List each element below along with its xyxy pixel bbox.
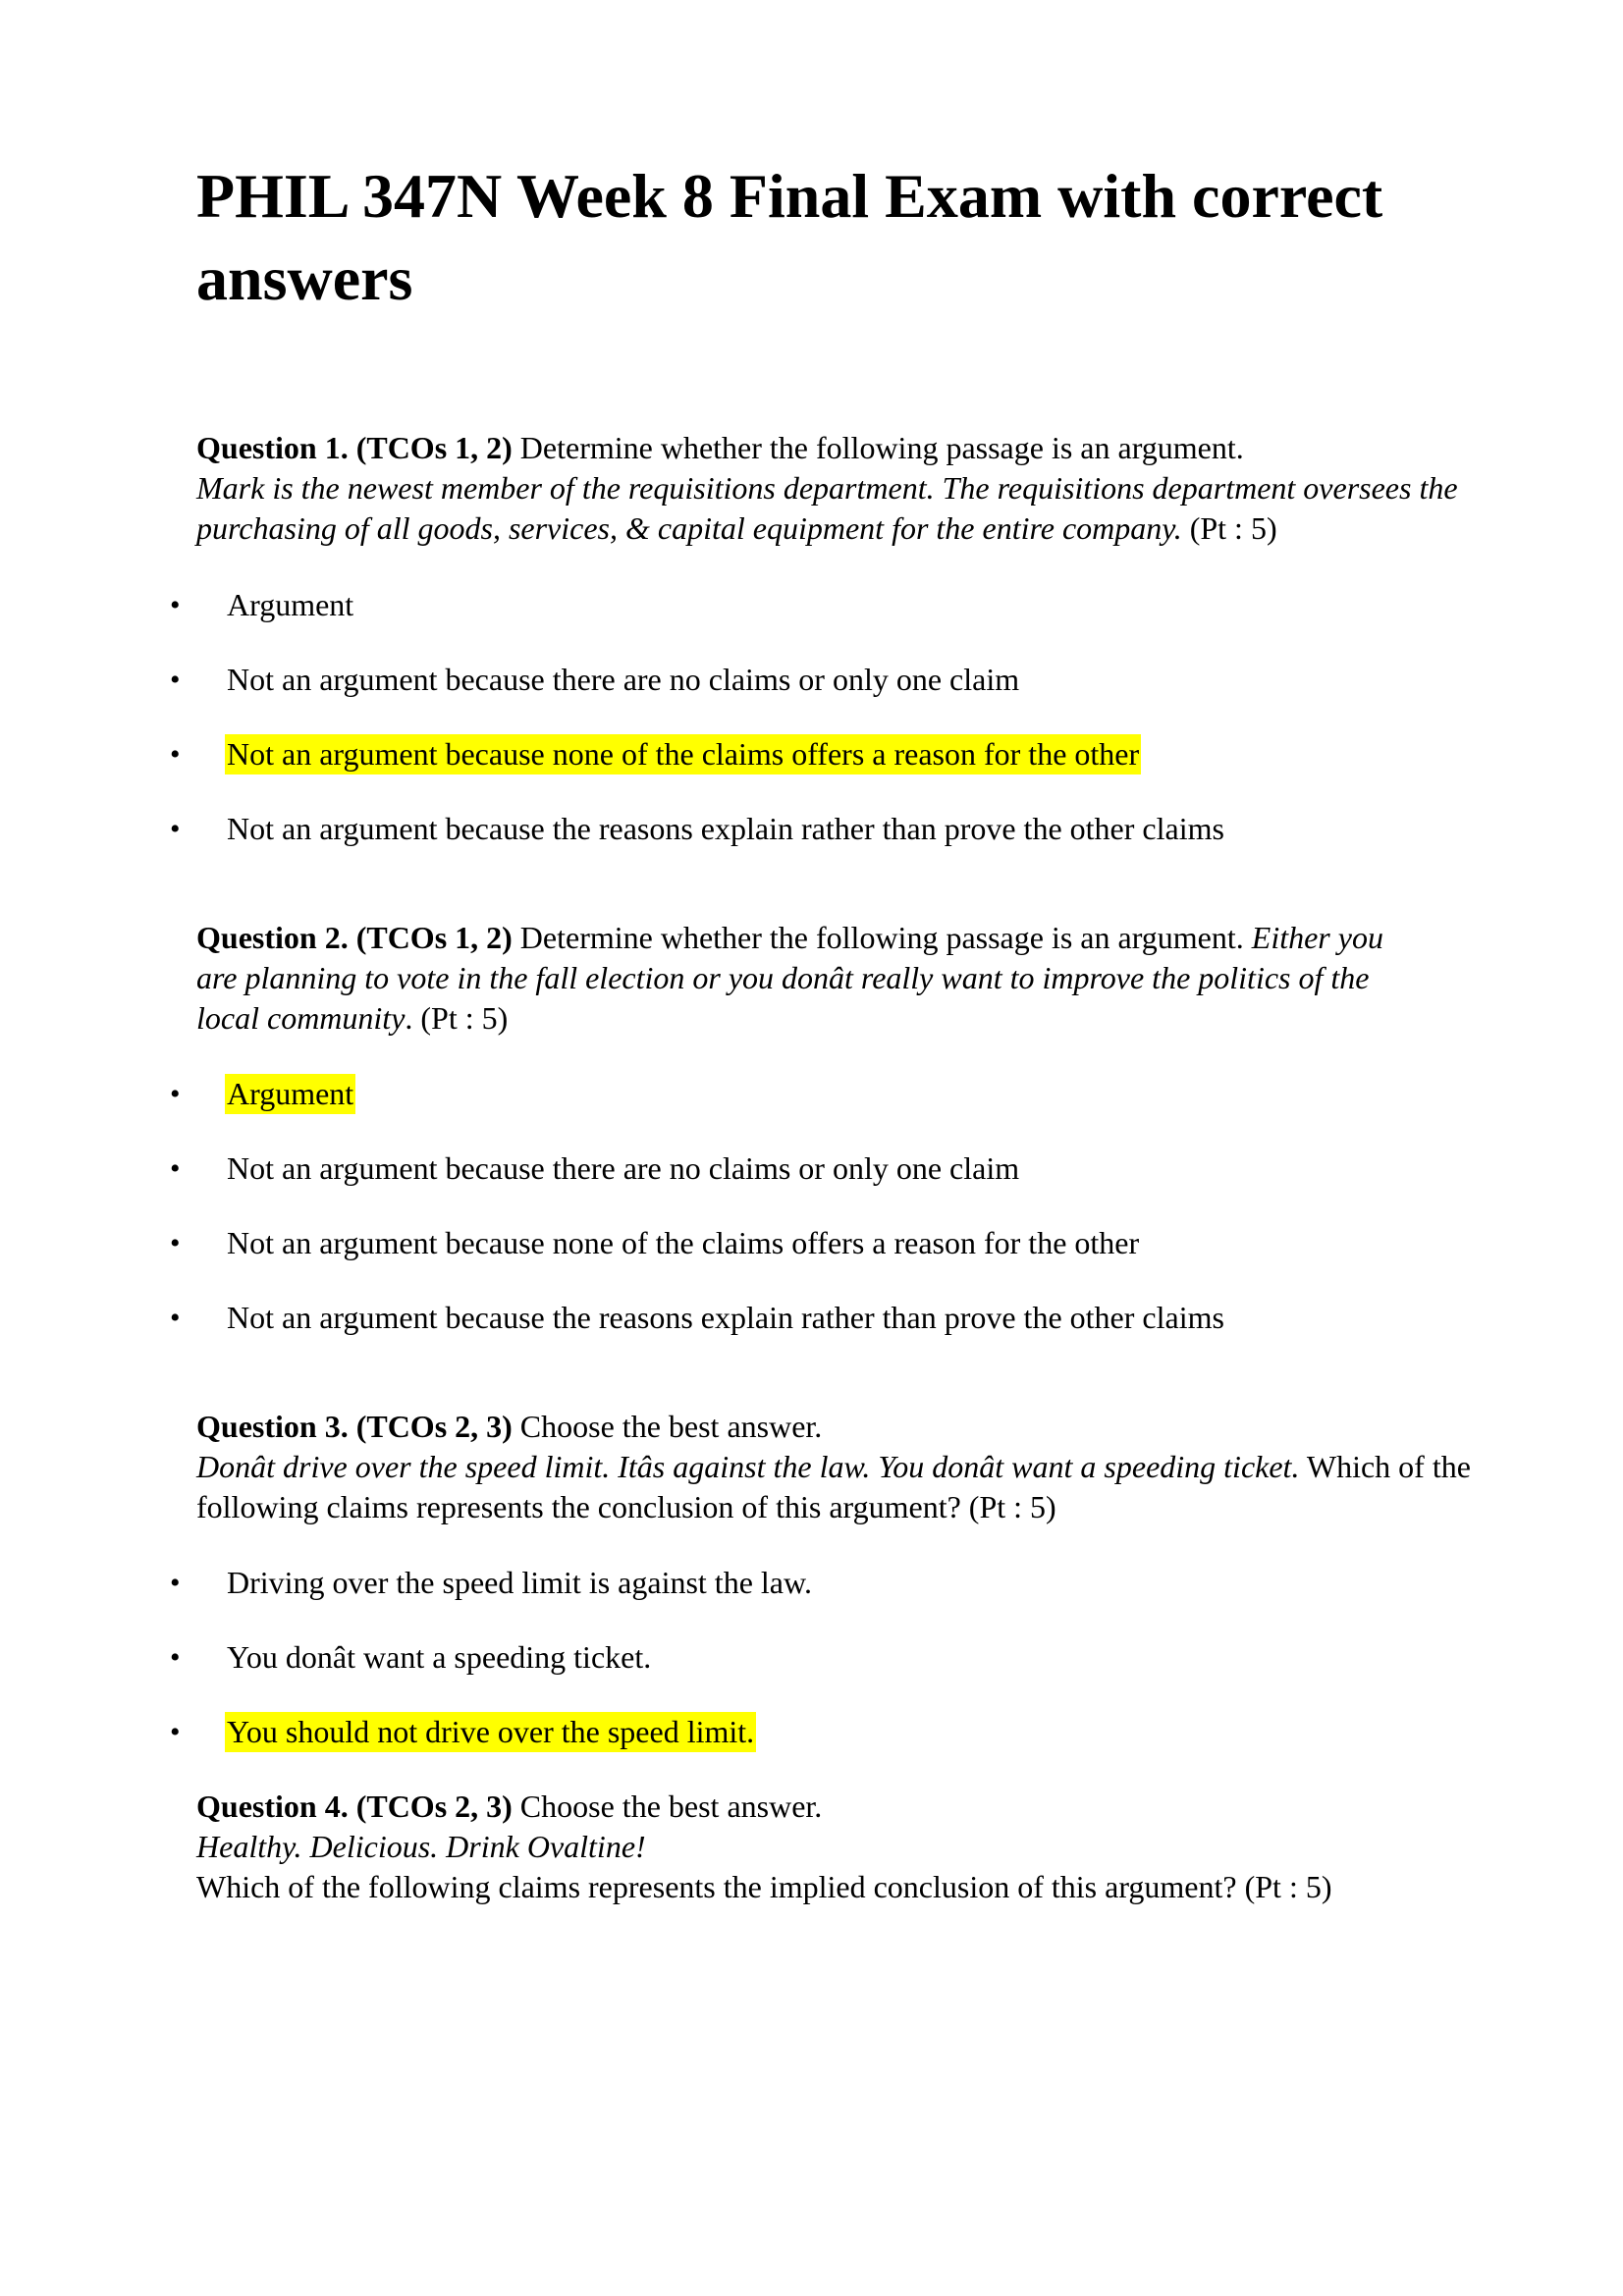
- question-3-intro: Choose the best answer.: [512, 1409, 823, 1444]
- question-2: [194, 918, 1422, 1039]
- answer-option-text: You should not drive over the speed limit.: [225, 1712, 756, 1752]
- bullet: •: [170, 813, 181, 845]
- bullet: •: [170, 1567, 181, 1599]
- question-3-passage: Donât drive over the speed limit. Itâs against the law. You donât want a speeding ticket.: [196, 1449, 1300, 1484]
- bullet: •: [170, 589, 181, 621]
- question-4-label: Question 4. (TCOs 2, 3): [196, 1789, 513, 1824]
- question-1: [194, 428, 1500, 549]
- answer-option-text: Argument: [225, 1074, 355, 1114]
- question-4-intro: Choose the best answer.: [512, 1789, 823, 1824]
- question-4-stem: [194, 1787, 1500, 1907]
- bullet: •: [170, 738, 181, 771]
- question-3-label: Question 3. (TCOs 2, 3): [196, 1409, 513, 1444]
- answer-option-text: Not an argument because none of the claims offers a reason for the other: [225, 734, 1141, 774]
- answer-option-text: Not an argument because there are no claims or only one claim: [227, 662, 1020, 697]
- question-2-intro: Determine whether the following passage is an argument.: [512, 920, 1252, 955]
- bullet: •: [170, 1227, 181, 1259]
- question-1-intro: Determine whether the following passage is an argument.: [512, 430, 1244, 465]
- page-title: PHIL 347N Week 8 Final Exam with correct answers: [196, 161, 1383, 313]
- question-2-passage: Either you are planning to vote in the fall election or you donât really want to improve the politics of the local community: [196, 920, 1383, 1036]
- question-1-stem: [194, 428, 1500, 549]
- question-3: [194, 1407, 1471, 1527]
- answer-option-text: You donât want a speeding ticket.: [227, 1639, 652, 1675]
- question-4-points: Which of the following claims represents the implied conclusion of this argument? (Pt : 5): [196, 1869, 1332, 1904]
- question-4: [194, 1787, 1500, 1907]
- question-2-label: Question 2. (TCOs 1, 2): [196, 920, 513, 955]
- answer-option-text: Not an argument because the reasons explain rather than prove the other claims: [227, 1300, 1224, 1335]
- bullet: •: [170, 1302, 181, 1334]
- answer-option-text: Not an argument because there are no claims or only one claim: [227, 1150, 1020, 1186]
- question-3-points: Which of the following claims represents the conclusion of this argument? (Pt : 5): [196, 1449, 1471, 1524]
- question-4-passage: Healthy. Delicious. Drink Ovaltine!: [196, 1829, 646, 1864]
- question-2-stem: [194, 918, 1422, 1039]
- question-1-passage: Mark is the newest member of the requisitions department. The requisitions department oversees the purchasing of all goods, services, & capital equipment for the entire company.: [196, 470, 1458, 546]
- answer-option-text: Not an argument because none of the claims offers a reason for the other: [227, 1225, 1140, 1260]
- question-3-stem: [194, 1407, 1471, 1527]
- bullet: •: [170, 1152, 181, 1185]
- question-2-points: . (Pt : 5): [405, 1000, 509, 1036]
- bullet: •: [170, 1078, 181, 1110]
- question-1-label: Question 1. (TCOs 1, 2): [196, 430, 513, 465]
- bullet: •: [170, 1641, 181, 1674]
- bullet: •: [170, 1716, 181, 1748]
- answer-option-text: Driving over the speed limit is against the law.: [227, 1565, 813, 1600]
- answer-option-text: Argument: [227, 587, 354, 622]
- answer-option-text: Not an argument because the reasons explain rather than prove the other claims: [227, 811, 1224, 846]
- bullet: •: [170, 664, 181, 696]
- question-1-points: (Pt : 5): [1181, 510, 1277, 546]
